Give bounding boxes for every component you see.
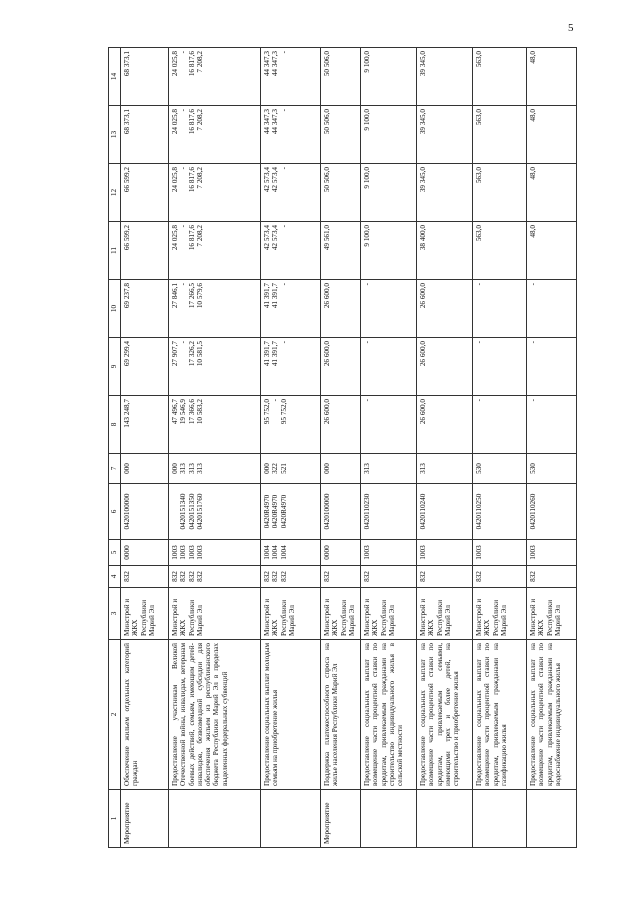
column-header: 6 — [109, 484, 121, 540]
amount-cell: 563,0 — [473, 48, 527, 106]
column-header: 14 — [109, 48, 121, 106]
column-header: 12 — [109, 164, 121, 222]
description-cell: Обеспечение жильем отдельных категорий граждан — [121, 640, 169, 790]
amount-cell: 9 100,0 — [361, 222, 417, 280]
table-row — [261, 48, 321, 848]
amount-cell: 39 345,0 — [417, 106, 473, 164]
administrator-cell: Минстрой и ЖКХ Республики Марий Эл — [169, 588, 261, 640]
administrator-cell: Минстрой и ЖКХ Республики Марий Эл — [473, 588, 527, 640]
rotated-table-container — [108, 48, 616, 848]
code-cell: 313 — [361, 454, 417, 484]
amount-cell: - — [361, 338, 417, 396]
amount-cell: 47 496,7 19 546,9 17 366,6 10 583,2 — [169, 396, 261, 454]
code-cell: 0420151340 0420151350 0420151760 — [169, 484, 261, 540]
column-header: 7 — [109, 454, 121, 484]
amount-cell: 563,0 — [473, 222, 527, 280]
code-cell: 0420R4970 0420R4970 0420R4970 — [261, 484, 321, 540]
amount-cell: 9 100,0 — [361, 164, 417, 222]
code-cell: 832 832 832 — [261, 566, 321, 588]
amount-cell: 95 752,0 - 95 752,0 — [261, 396, 321, 454]
page-number: 5 — [568, 22, 574, 34]
amount-cell: 42 573,4 42 573,4 - — [261, 222, 321, 280]
description-cell: Предоставление социальных выплат на возмещение части процентной ставки по кредитам, привлекаемым гражданами на строительство индивидуального жилья в сельской местности — [361, 640, 417, 790]
amount-cell: - — [361, 396, 417, 454]
amount-cell: - — [473, 396, 527, 454]
amount-cell: 26 600,0 — [321, 396, 361, 454]
code-cell: 000 313 313 313 — [169, 454, 261, 484]
table-row — [473, 48, 527, 848]
amount-cell: 48,0 — [527, 106, 577, 164]
code-cell: 832 — [121, 566, 169, 588]
code-cell: 000 322 521 — [261, 454, 321, 484]
code-cell: 832 — [527, 566, 577, 588]
row-type-cell — [527, 790, 577, 848]
description-cell: Предоставление социальных выплат на возмещение части процентной ставки по кредитам, привлекаемым гражданами на газификацию жилья — [473, 640, 527, 790]
code-cell: 1004 1004 1004 — [261, 540, 321, 566]
amount-cell: 24 025,8 - 16 817,6 7 208,2 — [169, 48, 261, 106]
description-cell: Предоставление социальных выплат на возмещение части процентной ставки по кредитам, привлекаемым семьями, имеющими трех и более детей, на строительство и приобретение жилья — [417, 640, 473, 790]
code-cell: 832 — [361, 566, 417, 588]
amount-cell: - — [473, 338, 527, 396]
column-header: 8 — [109, 396, 121, 454]
column-header: 4 — [109, 566, 121, 588]
code-cell: 1003 1003 1003 1003 — [169, 540, 261, 566]
amount-cell: 24 025,8 - 16 817,6 7 208,2 — [169, 106, 261, 164]
amount-cell: 68 373,1 — [121, 48, 169, 106]
amount-cell: 26 600,0 — [417, 338, 473, 396]
amount-cell: 27 907,7 - 17 326,2 10 581,5 — [169, 338, 261, 396]
column-header: 5 — [109, 540, 121, 566]
row-type-cell — [169, 790, 261, 848]
amount-cell: 41 391,7 41 391,7 - — [261, 338, 321, 396]
column-header: 2 — [109, 640, 121, 790]
code-cell: 1003 — [473, 540, 527, 566]
amount-cell: - — [361, 280, 417, 338]
amount-cell: - — [527, 396, 577, 454]
amount-cell: 42 573,4 42 573,4 - — [261, 164, 321, 222]
code-cell: 000 — [121, 454, 169, 484]
table-row — [121, 48, 169, 848]
column-header: 1 — [109, 790, 121, 848]
code-cell: 0420110230 — [361, 484, 417, 540]
row-type-cell: Мероприятие — [121, 790, 169, 848]
amount-cell: 66 599,2 — [121, 164, 169, 222]
code-cell: 1003 — [361, 540, 417, 566]
table-row — [169, 48, 261, 848]
amount-cell: 26 600,0 — [417, 280, 473, 338]
code-cell: 0420110240 — [417, 484, 473, 540]
amount-cell: 49 561,0 — [321, 222, 361, 280]
description-cell: Предоставление участникам Великой Отечественной войны, инвалидам, ветеранам боевых действий, семьям, имеющим детей-инвалидов, безвозмездной субсидии для обеспечения жильем из республиканского бюджета Республики Марий Эл в пределах выделенных федеральных субвенций — [169, 640, 261, 790]
description-cell: Поддержка платежеспособного спроса на жилье населения Республики Марий Эл — [321, 640, 361, 790]
code-cell: 0420110260 — [527, 484, 577, 540]
administrator-cell: Минстрой и ЖКХ Республики Марий Эл — [121, 588, 169, 640]
amount-cell: 48,0 — [527, 164, 577, 222]
administrator-cell: Минстрой и ЖКХ Республики Марий Эл — [361, 588, 417, 640]
amount-cell: 69 237,8 — [121, 280, 169, 338]
column-header: 10 — [109, 280, 121, 338]
code-cell: 0000 — [321, 540, 361, 566]
table-row — [361, 48, 417, 848]
amount-cell: - — [527, 280, 577, 338]
row-type-cell — [417, 790, 473, 848]
table-row — [527, 48, 577, 848]
amount-cell: 24 025,8 - 16 817,6 7 208,2 — [169, 222, 261, 280]
code-cell: 530 — [473, 454, 527, 484]
description-cell: Предоставление социальных выплат на возмещение части процентной ставки по кредитам, привлекаемым гражданами на водоснабжение индивидуального жилья — [527, 640, 577, 790]
amount-cell: 143 248,7 — [121, 396, 169, 454]
table-row — [417, 48, 473, 848]
code-cell: 313 — [417, 454, 473, 484]
budget-table — [108, 47, 577, 848]
column-header: 3 — [109, 588, 121, 640]
table-row — [321, 48, 361, 848]
amount-cell: - — [473, 280, 527, 338]
amount-cell: 48,0 — [527, 222, 577, 280]
amount-cell: 9 100,0 — [361, 48, 417, 106]
code-cell: 000 — [321, 454, 361, 484]
row-type-cell — [361, 790, 417, 848]
code-cell: 832 — [417, 566, 473, 588]
row-type-cell — [261, 790, 321, 848]
header-row — [109, 48, 121, 848]
amount-cell: 48,0 — [527, 48, 577, 106]
amount-cell: 26 600,0 — [321, 280, 361, 338]
column-header: 13 — [109, 106, 121, 164]
amount-cell: 38 400,0 — [417, 222, 473, 280]
amount-cell: 26 600,0 — [321, 338, 361, 396]
code-cell: 832 — [321, 566, 361, 588]
amount-cell: 68 373,1 — [121, 106, 169, 164]
row-type-cell: Мероприятие — [321, 790, 361, 848]
amount-cell: 44 347,3 44 347,3 - — [261, 48, 321, 106]
amount-cell: 41 391,7 41 391,7 - — [261, 280, 321, 338]
code-cell: 1003 — [527, 540, 577, 566]
amount-cell: 69 299,4 — [121, 338, 169, 396]
amount-cell: 50 506,0 — [321, 164, 361, 222]
amount-cell: 24 025,8 - 16 817,6 7 208,2 — [169, 164, 261, 222]
administrator-cell: Минстрой и ЖКХ Республики Марий Эл — [321, 588, 361, 640]
administrator-cell: Минстрой и ЖКХ Республики Марий Эл — [527, 588, 577, 640]
description-cell: Предоставление социальных выплат молодым семьям на приобретение жилья — [261, 640, 321, 790]
row-type-cell — [473, 790, 527, 848]
amount-cell: 563,0 — [473, 106, 527, 164]
code-cell: 1003 — [417, 540, 473, 566]
column-header: 9 — [109, 338, 121, 396]
administrator-cell: Минстрой и ЖКХ Республики Марий Эл — [417, 588, 473, 640]
amount-cell: 39 345,0 — [417, 164, 473, 222]
code-cell: 0000 — [121, 540, 169, 566]
amount-cell: 26 600,0 — [417, 396, 473, 454]
amount-cell: 563,0 — [473, 164, 527, 222]
code-cell: 0420110250 — [473, 484, 527, 540]
code-cell: 832 832 832 832 — [169, 566, 261, 588]
amount-cell: 27 846,1 - 17 266,5 10 579,6 — [169, 280, 261, 338]
code-cell: 0420100000 — [321, 484, 361, 540]
amount-cell: 39 345,0 — [417, 48, 473, 106]
administrator-cell: Минстрой и ЖКХ Республики Марий Эл — [261, 588, 321, 640]
amount-cell: 44 347,3 44 347,3 - — [261, 106, 321, 164]
column-header: 11 — [109, 222, 121, 280]
amount-cell: 50 506,0 — [321, 48, 361, 106]
code-cell: 530 — [527, 454, 577, 484]
amount-cell: 66 599,2 — [121, 222, 169, 280]
code-cell: 0420100000 — [121, 484, 169, 540]
amount-cell: 9 100,0 — [361, 106, 417, 164]
amount-cell: - — [527, 338, 577, 396]
code-cell: 832 — [473, 566, 527, 588]
amount-cell: 50 506,0 — [321, 106, 361, 164]
